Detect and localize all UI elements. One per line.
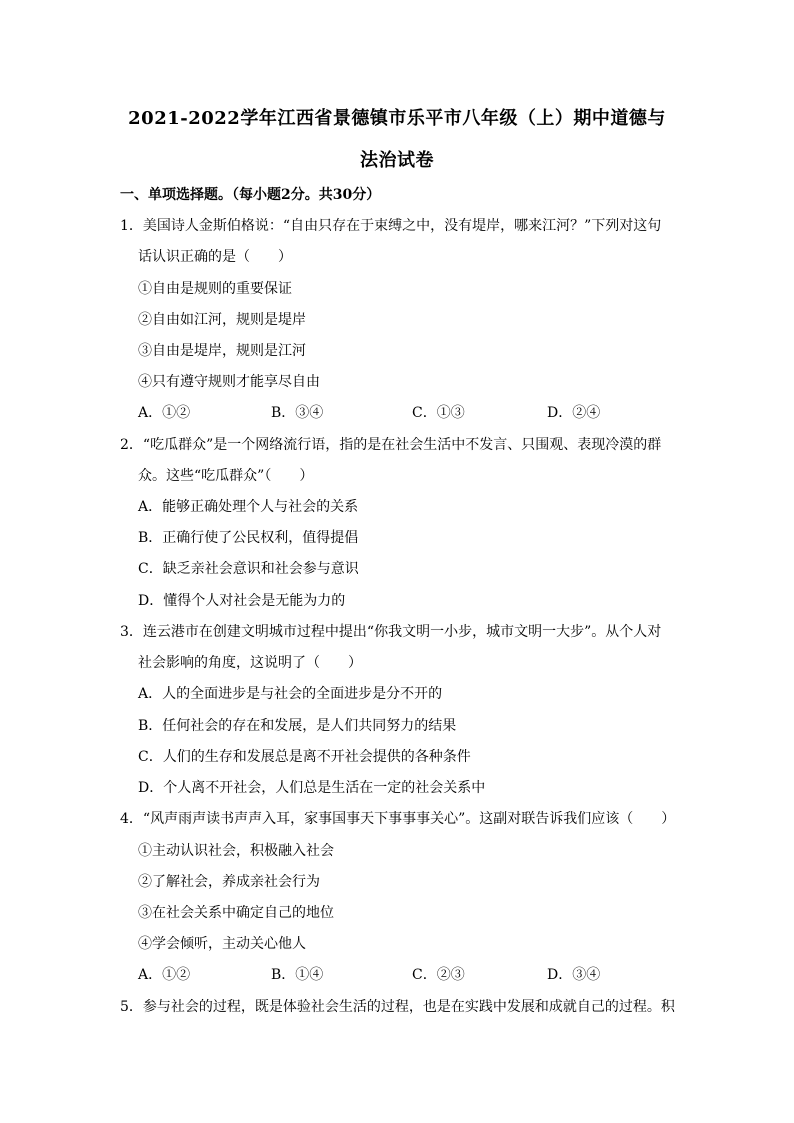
- option-d: D．②④: [547, 405, 601, 421]
- option-a: A．①②: [138, 967, 191, 983]
- option-c: C．①③: [412, 405, 465, 421]
- question-3-text: 3．连云港市在创建文明城市过程中提出“你我文明一小步，城市文明一大步”。从个人对: [120, 624, 662, 640]
- question-3-option-d: D．个人离不开社会，人们总是生活在一定的社会关系中: [138, 780, 486, 796]
- option-a: A．①②: [138, 405, 191, 421]
- question-4-options: [138, 966, 678, 984]
- question-3-option-c: C．人们的生存和发展总是离不开社会提供的各种条件: [138, 749, 471, 765]
- question-3-option-b: B．任何社会的存在和发展，是人们共同努力的结果: [138, 718, 457, 734]
- exam-title-line2: 法治试卷: [360, 150, 434, 171]
- question-2-option-a: A．能够正确处理个人与社会的关系: [138, 499, 359, 515]
- question-2-option-b: B．正确行使了公民权利，值得提倡: [138, 530, 359, 546]
- question-2-option-c: C．缺乏亲社会意识和社会参与意识: [138, 561, 359, 577]
- question-4-item: ②了解社会，养成亲社会行为: [138, 874, 320, 890]
- question-1-options: [138, 404, 678, 422]
- question-4-item: ①主动认识社会，积极融入社会: [138, 843, 334, 859]
- question-1-item: ③自由是堤岸，规则是江河: [138, 343, 306, 359]
- question-3-text-cont: 社会影响的角度，这说明了（ ）: [138, 655, 362, 671]
- question-2-text: 2．“吃瓜群众”是一个网络流行语，指的是在社会生活中不发言、只围观、表现冷漠的群: [120, 437, 662, 453]
- question-2-text-cont: 众。这些“吃瓜群众”（ ）: [138, 468, 314, 484]
- question-1-text-cont: 话认识正确的是（ ）: [138, 249, 292, 265]
- section-heading: 一、单项选择题。（每小题2分。共30分）: [120, 187, 381, 203]
- question-5-text: 5．参与社会的过程，既是体验社会生活的过程，也是在实践中发展和成就自己的过程。积: [120, 999, 675, 1015]
- exam-title-line1: 2021-2022学年江西省景德镇市乐平市八年级（上）期中道德与: [128, 108, 666, 129]
- option-c: C．②③: [412, 967, 465, 983]
- question-2-option-d: D．懂得个人对社会是无能为力的: [138, 593, 346, 609]
- option-b: B．③④: [271, 405, 324, 421]
- question-1-text: 1．美国诗人金斯伯格说：“自由只存在于束缚之中，没有堤岸，哪来江河？”下列对这句: [120, 218, 662, 234]
- question-4-text: 4．“风声雨声读书声声入耳，家事国事天下事事事关心”。这副对联告诉我们应该（ ）: [120, 811, 676, 827]
- question-3-option-a: A．人的全面进步是与社会的全面进步是分不开的: [138, 686, 443, 702]
- question-1-item: ④只有遵守规则才能享尽自由: [138, 374, 320, 390]
- question-1-item: ②自由如江河，规则是堤岸: [138, 312, 306, 328]
- option-b: B．①④: [271, 967, 324, 983]
- option-d: D．③④: [547, 967, 601, 983]
- question-1-item: ①自由是规则的重要保证: [138, 281, 292, 297]
- question-4-item: ④学会倾听，主动关心他人: [138, 936, 306, 952]
- question-4-item: ③在社会关系中确定自己的地位: [138, 905, 334, 921]
